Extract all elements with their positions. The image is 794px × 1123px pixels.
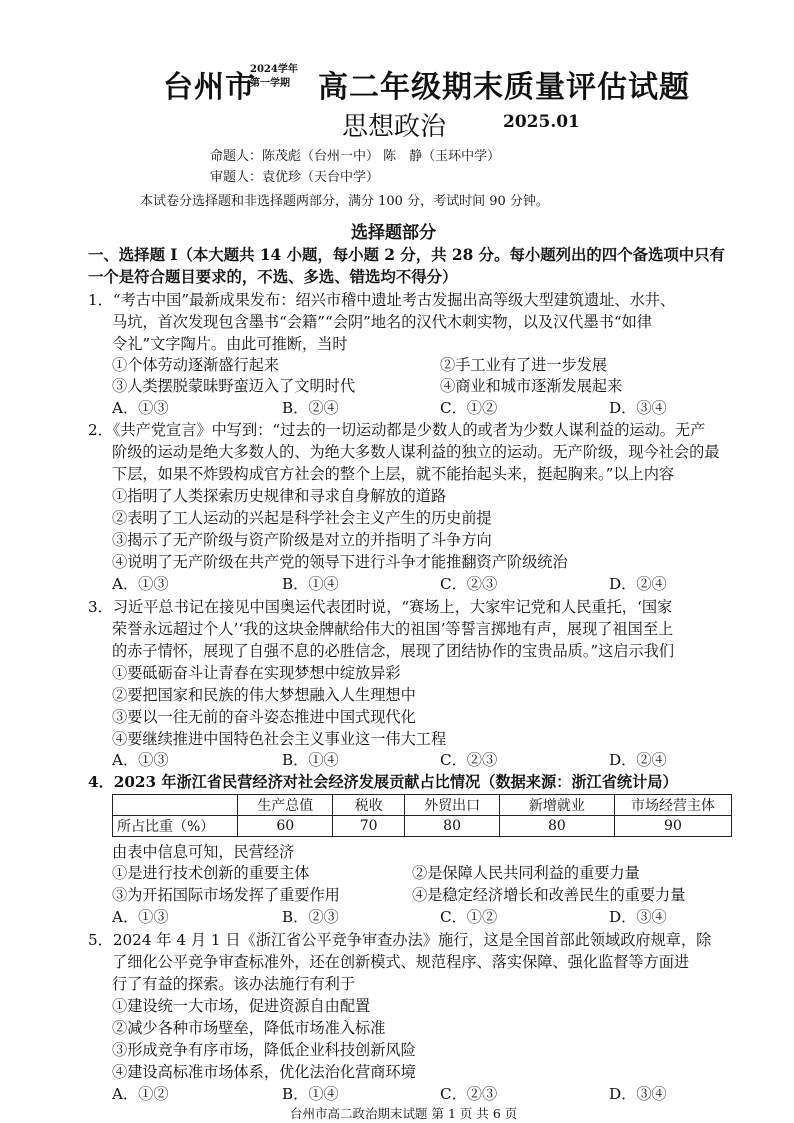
- table-row: [113, 816, 732, 837]
- q2-option-c[interactable]: C．②③: [440, 575, 498, 593]
- table-cell: 60: [238, 816, 333, 837]
- q1-option-a[interactable]: A．①③: [112, 399, 169, 417]
- table-header-cell: 生产总值: [238, 795, 333, 816]
- q2-stem-2: 阶级的运动是绝大多数人的、为绝大多数人谋利益的独立的运动。无产阶级，现今社会的最: [112, 443, 720, 461]
- q3-stem-1: 3．习近平总书记在接见中国奥运代表团时说，“赛场上，大家牢记党和人民重托，‘国家: [88, 598, 673, 616]
- authors: 命题人：陈茂彪（台州一中） 陈 静（玉环中学）: [210, 149, 501, 164]
- q3-stem-2: 荣誉永远超过个人’‘我的这块金牌献给伟大的祖国’等誓言掷地有声，展现了祖国至上: [112, 620, 674, 638]
- q5-option-a[interactable]: A．①②: [112, 1085, 169, 1103]
- exam-date: 2025.01: [503, 112, 580, 132]
- table-header-cell: 外贸出口: [405, 795, 500, 816]
- q4-option-a[interactable]: A．①③: [112, 908, 169, 926]
- table-cell: 80: [499, 816, 614, 837]
- q4-stem-2: 由表中信息可知，民营经济: [112, 843, 295, 861]
- table-cell: 70: [333, 816, 405, 837]
- q2-option-b[interactable]: B．①④: [282, 575, 339, 593]
- q4-statement-1: ①是进行技术创新的重要主体: [112, 864, 310, 882]
- q1-statement-4: ④商业和城市逐渐发展起来: [440, 377, 623, 395]
- q3-option-b[interactable]: B．①④: [282, 751, 339, 769]
- q4-option-c[interactable]: C．①②: [440, 908, 498, 926]
- section-title: 选择题部分: [351, 223, 436, 243]
- q1-stem-3: 令礼”文字陶片。由此可推断，当时: [112, 335, 348, 353]
- school-term: 第一学期: [250, 78, 290, 89]
- q5-stem-2: 了细化公平竞争审查标准外，还在创新模式、规范程序、落实保障、强化监督等方面进: [112, 953, 690, 971]
- q3-option-c[interactable]: C．②③: [440, 751, 498, 769]
- q2-statement-3: ③揭示了无产阶级与资产阶级是对立的并指明了斗争方向: [112, 531, 492, 549]
- q2-statement-2: ②表明了工人运动的兴起是科学社会主义产生的历史前提: [112, 509, 492, 527]
- table-header-cell: [113, 795, 238, 816]
- table-header-cell: 新增就业: [499, 795, 614, 816]
- q1-statement-1: ①个体劳动逐渐盛行起来: [112, 356, 280, 374]
- q2-option-d[interactable]: D．②④: [609, 575, 667, 593]
- table-cell: 90: [614, 816, 731, 837]
- table-header-row: [113, 795, 732, 816]
- q5-stem-3: 行了有益的探索。该办法施行有利于: [112, 975, 355, 993]
- q4-option-b[interactable]: B．②③: [282, 908, 339, 926]
- q1-option-c[interactable]: C．①②: [440, 399, 498, 417]
- q1-stem-2: 马坑，首次发现包含墨书“会籍”“会阴”地名的汉代木刺实物，以及汉代墨书“如律: [112, 313, 653, 331]
- exam-note: 本试卷分选择题和非选择题两部分，满分 100 分，考试时间 90 分钟。: [140, 194, 549, 209]
- q5-statement-1: ①建设统一大市场，促进资源自由配置: [112, 997, 371, 1015]
- city-name: 台州市: [163, 70, 256, 105]
- q3-statement-1: ①要砥砺奋斗让青春在实现梦想中绽放异彩: [112, 664, 401, 682]
- q3-statement-4: ④要继续推进中国特色社会主义事业这一伟大工程: [112, 730, 447, 748]
- q2-option-a[interactable]: A．①③: [112, 575, 169, 593]
- section-instruction-2: 一个是符合题目要求的，不选、多选、错选均不得分）: [88, 268, 458, 286]
- q4-data-table: [112, 794, 732, 837]
- q5-stem-1: 5．2024 年 4 月 1 日《浙江省公平竞争审查办法》施行，这是全国首部此领域政府规章，除: [88, 931, 712, 949]
- q2-statement-4: ④说明了无产阶级在共产党的领导下进行斗争才能推翻资产阶级统治: [112, 553, 568, 571]
- reviewer: 审题人：袁优珍（天台中学）: [210, 170, 380, 185]
- q1-statement-3: ③人类摆脱蒙昧野蛮迈入了文明时代: [112, 377, 355, 395]
- q5-option-b[interactable]: B．①④: [282, 1085, 339, 1103]
- q5-statement-2: ②减少各种市场壁垒，降低市场准入标准: [112, 1019, 386, 1037]
- q3-statement-3: ③要以一往无前的奋斗姿态推进中国式现代化: [112, 708, 416, 726]
- q1-statement-2: ②手工业有了进一步发展: [440, 356, 608, 374]
- q4-option-d[interactable]: D．③④: [609, 908, 667, 926]
- table-header-cell: 市场经营主体: [614, 795, 731, 816]
- school-year: 2024学年: [250, 64, 298, 75]
- table-cell: 80: [405, 816, 500, 837]
- q3-option-a[interactable]: A．①③: [112, 751, 169, 769]
- q3-statement-2: ②要把国家和民族的伟大梦想融入人生理想中: [112, 686, 416, 704]
- q3-stem-3: 的赤子情怀，展现了自强不息的必胜信念，展现了团结协作的宝贵品质。”这启示我们: [112, 642, 675, 660]
- q1-option-d[interactable]: D．③④: [609, 399, 667, 417]
- section-instruction-1: 一、选择题 I（本大题共 14 小题，每小题 2 分，共 28 分。每小题列出的四个备选项中只有: [88, 246, 725, 264]
- q5-statement-3: ③形成竞争有序市场，降低企业科技创新风险: [112, 1041, 416, 1059]
- q3-option-d[interactable]: D．②④: [609, 751, 667, 769]
- exam-title: 高二年级期末质量评估试题: [318, 70, 690, 105]
- q4-statement-3: ③为开拓国际市场发挥了重要作用: [112, 886, 340, 904]
- q1-stem-1: 1．“考古中国”最新成果发布：绍兴市稽中遗址考古发掘出高等级大型建筑遗址、水井、: [88, 291, 676, 309]
- table-cell: 所占比重（%）: [113, 816, 238, 837]
- q2-statement-1: ①指明了人类探索历史规律和寻求自身解放的道路: [112, 487, 447, 505]
- page-footer: 台州市高二政治期末试题 第 1 页 共 6 页: [290, 1106, 518, 1121]
- q2-stem-1: 2．《共产党宣言》中写到：“过去的一切运动都是少数人的或者为少数人谋利益的运动。无产: [88, 421, 706, 439]
- q5-option-d[interactable]: D．③④: [609, 1085, 667, 1103]
- q4-stem-1: 4．2023 年浙江省民营经济对社会经济发展贡献占比情况（数据来源：浙江省统计局）: [88, 773, 678, 791]
- subject-title: 思想政治: [342, 112, 447, 142]
- q4-statement-4: ④是稳定经济增长和改善民生的重要力量: [412, 886, 686, 904]
- q5-statement-4: ④建设高标准市场体系，优化法治化营商环境: [112, 1063, 416, 1081]
- q2-stem-3: 下层，如果不炸毁构成官方社会的整个上层，就不能抬起头来，挺起胸来。”以上内容: [112, 465, 675, 483]
- table-header-cell: 税收: [333, 795, 405, 816]
- q4-statement-2: ②是保障人民共同利益的重要力量: [412, 864, 640, 882]
- q1-option-b[interactable]: B．②④: [282, 399, 339, 417]
- q5-option-c[interactable]: C．②③: [440, 1085, 498, 1103]
